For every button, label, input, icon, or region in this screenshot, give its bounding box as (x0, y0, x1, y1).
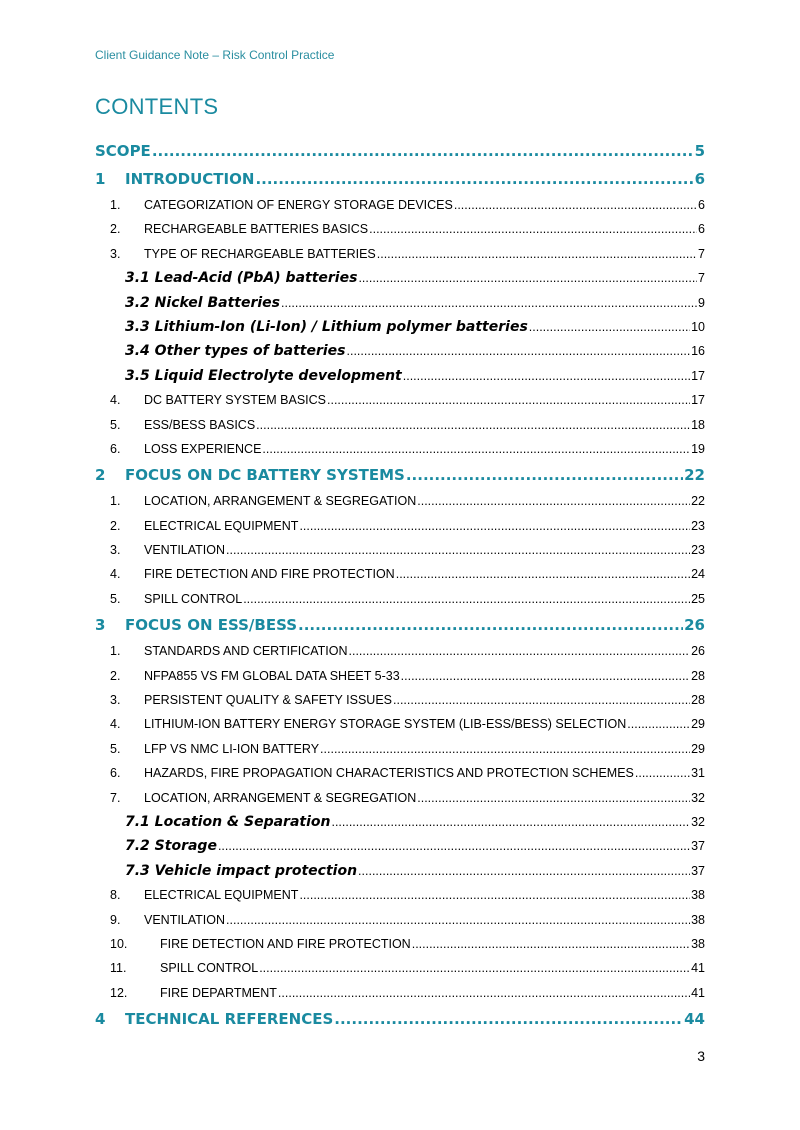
toc-entry-page: 29 (691, 741, 705, 756)
toc-entry-page: 6 (698, 222, 705, 237)
toc-entry-title: ELECTRICAL EQUIPMENT (144, 518, 299, 533)
toc-entry-page: 7 (698, 246, 705, 261)
toc-entry-number: 11. (110, 961, 127, 976)
toc-entry-title: INTRODUCTION (125, 170, 255, 188)
toc-entry-label (95, 165, 254, 193)
toc-entry-title: VENTILATION (144, 912, 226, 927)
toc-entry-label (110, 712, 626, 736)
toc-entry-number: 1. (110, 198, 121, 212)
toc-entry[interactable] (95, 364, 705, 388)
toc-entry[interactable] (95, 737, 705, 761)
toc-entry-title: 3.2 Nickel Batteries (125, 294, 280, 311)
toc-entry-number: 2. (110, 222, 121, 237)
toc-entry-number: 12. (110, 985, 128, 1000)
toc-entry-label (110, 908, 225, 932)
toc-entry-label (110, 956, 258, 980)
toc-entry-number: 6. (110, 441, 121, 456)
toc-entry[interactable] (95, 712, 705, 736)
toc-entry-number: 3. (110, 543, 121, 558)
toc-entry-title: FOCUS ON ESS/BESS (125, 616, 298, 635)
toc-entry[interactable] (95, 834, 705, 858)
toc-entry-page: 29 (691, 717, 705, 732)
toc-leader-dots (299, 514, 690, 538)
toc-entry-label (110, 981, 277, 1005)
toc-entry[interactable] (95, 810, 705, 834)
toc-entry-label (95, 461, 405, 489)
toc-entry-page: 18 (691, 417, 705, 432)
toc-entry[interactable] (95, 538, 705, 562)
toc-entry-page: 38 (691, 888, 705, 903)
toc-leader-dots (320, 737, 690, 761)
toc-entry-page: 17 (691, 368, 705, 383)
toc-entry-title: LOSS EXPERIENCE (144, 441, 262, 456)
toc-entry-label (110, 639, 348, 663)
toc-entry-page: 6 (698, 198, 705, 212)
toc-entry-page: 22 (691, 494, 705, 509)
toc-entry[interactable] (95, 981, 705, 1005)
toc-entry-label (110, 193, 453, 217)
toc-entry[interactable] (95, 165, 705, 193)
toc-entry-label (125, 834, 217, 858)
toc-entry-number: 9. (110, 912, 121, 927)
toc-entry-label (110, 883, 298, 907)
toc-leader-dots (396, 562, 690, 586)
toc-entry-title: LOCATION, ARRANGEMENT & SEGREGATION (144, 494, 417, 509)
toc-leader-dots (334, 1005, 683, 1033)
toc-entry-page: 23 (691, 518, 705, 533)
toc-entry-page: 16 (691, 344, 705, 359)
toc-entry-number: 1. (110, 644, 121, 659)
toc-entry-title: DC BATTERY SYSTEM BASICS (144, 393, 326, 408)
toc-entry-title: CATEGORIZATION OF ENERGY STORAGE DEVICES (144, 198, 453, 212)
toc-entry[interactable] (95, 562, 705, 586)
toc-entry-title: SPILL CONTROL (160, 961, 259, 976)
toc-entry-number: 4. (110, 567, 121, 582)
toc-entry-label (110, 932, 411, 956)
toc-leader-dots (256, 413, 690, 437)
toc-entry-page: 10 (691, 319, 705, 334)
toc-entry[interactable] (95, 908, 705, 932)
toc-entry-title: ESS/BESS BASICS (144, 417, 256, 432)
toc-entry-title: 7.1 Location & Separation (125, 813, 331, 830)
toc-entry-title: HAZARDS, FIRE PROPAGATION CHARACTERISTICS AND PROTECTION SCHEMES (144, 766, 634, 781)
toc-entry-page: 37 (691, 839, 705, 854)
toc-entry-number: 7. (110, 790, 121, 805)
toc-entry-page: 38 (691, 912, 705, 927)
toc-entry[interactable] (95, 611, 705, 639)
toc-entry-number: 5. (110, 417, 121, 432)
toc-leader-dots (218, 834, 690, 858)
toc-entry-number: 8. (110, 888, 121, 903)
toc-entry-number: 4 (95, 1010, 106, 1029)
toc-entry-title: FIRE DETECTION AND FIRE PROTECTION (144, 567, 395, 582)
toc-entry-title: STANDARDS AND CERTIFICATION (144, 644, 348, 659)
toc-entry-label (125, 266, 357, 290)
toc-entry-page: 6 (694, 170, 705, 188)
toc-leader-dots (377, 242, 697, 266)
toc-entry-title: LITHIUM-ION BATTERY ENERGY STORAGE SYSTEM (LIB-ESS/BESS) SELECTION (144, 717, 627, 732)
toc-entry[interactable] (95, 489, 705, 513)
toc-entry-number: 1. (110, 494, 121, 509)
toc-entry-number: 10. (110, 936, 128, 951)
toc-entry-label (95, 1005, 333, 1033)
toc-entry-page: 25 (691, 591, 705, 606)
toc-leader-dots (529, 315, 690, 339)
toc-entry-title: TECHNICAL REFERENCES (125, 1010, 334, 1029)
toc-entry[interactable] (95, 1005, 705, 1033)
toc-entry-page: 7 (698, 271, 705, 286)
toc-entry-number: 5. (110, 741, 121, 756)
toc-entry-label (110, 242, 376, 266)
toc-leader-dots (635, 761, 690, 785)
toc-entry-label (110, 587, 242, 611)
toc-entry-label (95, 611, 297, 639)
toc-entry[interactable] (95, 786, 705, 810)
toc-entry-number: 2 (95, 466, 106, 485)
toc-entry-title: FIRE DEPARTMENT (160, 985, 277, 1000)
toc-entry-title: 3.3 Lithium-Ion (Li-Ion) / Lithium polymer batteries (125, 318, 528, 335)
toc-entry[interactable] (95, 461, 705, 489)
toc-entry-title: LOCATION, ARRANGEMENT & SEGREGATION (144, 790, 417, 805)
toc-leader-dots (358, 266, 697, 290)
toc-entry[interactable] (95, 587, 705, 611)
toc-leader-dots (226, 538, 690, 562)
toc-entry-label (110, 437, 261, 461)
toc-leader-dots (299, 883, 690, 907)
toc-entry-label (110, 786, 416, 810)
toc-leader-dots (259, 956, 690, 980)
toc-entry-title: FIRE DETECTION AND FIRE PROTECTION (160, 936, 411, 951)
toc-entry[interactable] (95, 266, 705, 290)
toc-leader-dots (358, 859, 690, 883)
toc-entry-page: 5 (694, 142, 705, 160)
page-number: 3 (697, 1048, 705, 1064)
toc-entry[interactable] (95, 339, 705, 363)
toc-entry[interactable] (95, 514, 705, 538)
toc-entry-title: FOCUS ON DC BATTERY SYSTEMS (125, 466, 405, 485)
toc-entry-title: RECHARGEABLE BATTERIES BASICS (144, 222, 369, 237)
toc-entry-title: 3.5 Liquid Electrolyte development (125, 367, 402, 384)
toc-entry-page: 19 (691, 441, 705, 456)
table-of-contents (95, 137, 705, 1033)
toc-leader-dots (454, 193, 697, 217)
toc-entry-number: 3. (110, 693, 121, 708)
toc-entry-page: 44 (684, 1010, 705, 1029)
toc-entry-title: 7.2 Storage (125, 838, 217, 855)
toc-entry-page: 32 (691, 790, 705, 805)
toc-entry-label (125, 339, 346, 363)
toc-entry-label (125, 315, 528, 339)
toc-entry-number: 1 (95, 170, 106, 188)
toc-entry-number: 3. (110, 246, 121, 261)
toc-leader-dots (417, 786, 690, 810)
toc-entry-title: 3.1 Lead-Acid (PbA) batteries (125, 270, 358, 287)
toc-entry-label (110, 489, 416, 513)
toc-entry[interactable] (95, 437, 705, 461)
toc-entry-number: 3 (95, 616, 106, 635)
toc-leader-dots (412, 932, 690, 956)
toc-entry-number: 4. (110, 393, 121, 408)
toc-entry-page: 28 (691, 668, 705, 683)
toc-entry-page: 38 (691, 936, 705, 951)
toc-entry[interactable] (95, 639, 705, 663)
toc-entry-label (110, 514, 298, 538)
toc-leader-dots (255, 165, 693, 193)
toc-entry-label (110, 761, 634, 785)
toc-entry-title: TYPE OF RECHARGEABLE BATTERIES (144, 246, 376, 261)
toc-entry-page: 24 (691, 567, 705, 582)
toc-entry-title: PERSISTENT QUALITY & SAFETY ISSUES (144, 693, 392, 708)
toc-entry[interactable] (95, 883, 705, 907)
toc-entry-title: NFPA855 VS FM GLOBAL DATA SHEET 5-33 (144, 668, 400, 683)
toc-entry-title: LFP VS NMC LI-ION BATTERY (144, 741, 320, 756)
toc-entry[interactable] (95, 859, 705, 883)
toc-entry-page: 31 (691, 766, 705, 781)
toc-entry[interactable] (95, 217, 705, 241)
toc-entry[interactable] (95, 291, 705, 315)
toc-entry-label (110, 737, 319, 761)
toc-leader-dots (298, 611, 683, 639)
toc-entry-page: 26 (684, 616, 705, 635)
toc-entry[interactable] (95, 193, 705, 217)
toc-entry-label (110, 413, 255, 437)
toc-leader-dots (349, 639, 691, 663)
toc-entry-page: 41 (691, 985, 705, 1000)
toc-entry-number: 5. (110, 591, 121, 606)
toc-entry-label (110, 217, 368, 241)
toc-entry-page: 26 (691, 644, 705, 659)
toc-entry[interactable] (95, 242, 705, 266)
toc-entry-number: 6. (110, 766, 121, 781)
toc-entry-label (125, 859, 357, 883)
toc-entry-page: 37 (691, 863, 705, 878)
toc-leader-dots (278, 981, 690, 1005)
toc-entry-page: 41 (691, 961, 705, 976)
toc-entry-label (110, 688, 392, 712)
toc-entry[interactable] (95, 932, 705, 956)
toc-entry[interactable] (95, 413, 705, 437)
toc-entry-title: VENTILATION (144, 543, 226, 558)
toc-entry-number: 4. (110, 717, 121, 732)
toc-leader-dots (152, 137, 694, 165)
toc-leader-dots (331, 810, 690, 834)
toc-leader-dots (403, 364, 690, 388)
toc-entry-page: 17 (691, 393, 705, 408)
toc-entry-label (125, 291, 280, 315)
toc-entry-page: 22 (684, 466, 705, 485)
toc-entry[interactable] (95, 664, 705, 688)
toc-entry-page: 9 (698, 295, 705, 310)
toc-entry-label (125, 364, 402, 388)
toc-entry-number: 2. (110, 518, 121, 533)
toc-entry-label (125, 810, 330, 834)
toc-entry-page: 28 (691, 693, 705, 708)
toc-leader-dots (401, 664, 690, 688)
toc-leader-dots (262, 437, 690, 461)
toc-entry-title: ELECTRICAL EQUIPMENT (144, 888, 299, 903)
toc-entry[interactable] (95, 137, 705, 165)
toc-leader-dots (347, 339, 691, 363)
toc-entry-label (110, 388, 326, 412)
toc-entry-title: SPILL CONTROL (144, 591, 243, 606)
contents-title: CONTENTS (95, 94, 219, 119)
toc-entry[interactable] (95, 761, 705, 785)
toc-leader-dots (417, 489, 690, 513)
toc-leader-dots (627, 712, 690, 736)
toc-leader-dots (327, 388, 690, 412)
toc-leader-dots (406, 461, 683, 489)
toc-entry-page: 23 (691, 543, 705, 558)
toc-entry-number: 2. (110, 668, 121, 683)
toc-entry-title: 3.4 Other types of batteries (125, 343, 346, 360)
toc-leader-dots (243, 587, 690, 611)
toc-entry-label (110, 664, 400, 688)
toc-leader-dots (226, 908, 690, 932)
toc-leader-dots (281, 291, 697, 315)
toc-leader-dots (393, 688, 690, 712)
running-header: Client Guidance Note – Risk Control Practice (95, 48, 335, 62)
toc-entry-label (95, 137, 151, 165)
toc-entry-label (110, 538, 225, 562)
toc-entry[interactable] (95, 315, 705, 339)
toc-entry-label (110, 562, 395, 586)
toc-entry[interactable] (95, 688, 705, 712)
toc-entry-title: 7.3 Vehicle impact protection (125, 862, 358, 879)
toc-entry[interactable] (95, 388, 705, 412)
toc-entry[interactable] (95, 956, 705, 980)
toc-leader-dots (369, 217, 697, 241)
toc-entry-title: SCOPE (95, 142, 151, 160)
toc-entry-page: 32 (691, 814, 705, 829)
